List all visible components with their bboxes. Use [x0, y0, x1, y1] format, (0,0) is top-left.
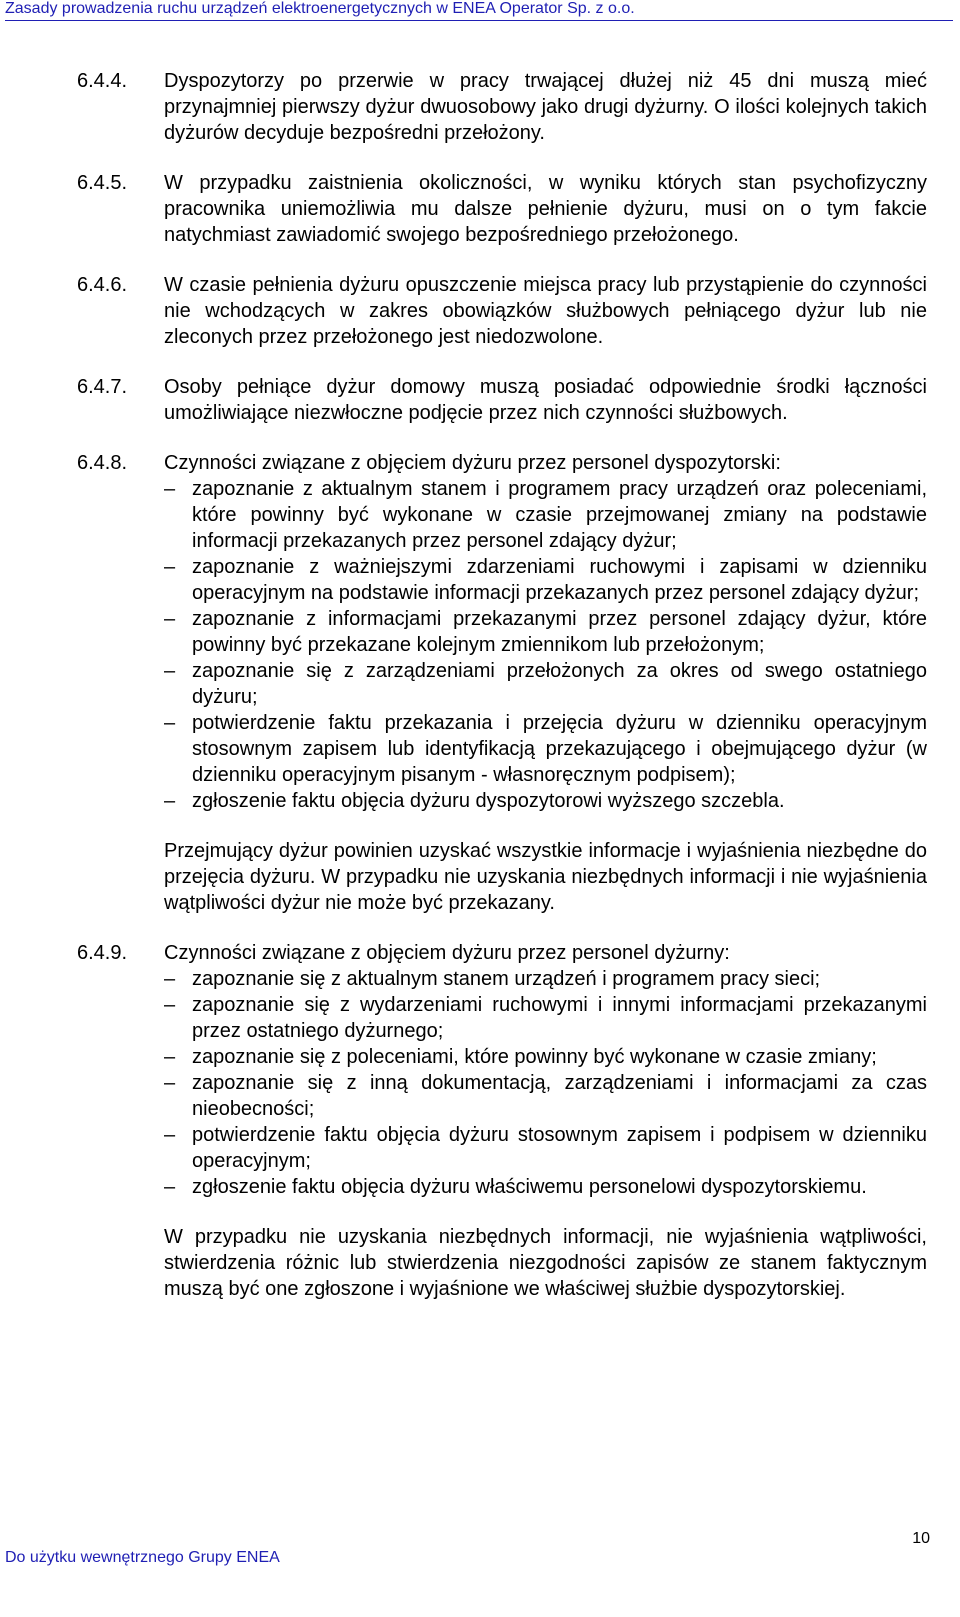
dash-marker: – — [164, 608, 176, 630]
list-item: – zapoznanie się z inną dokumentacją, zarządzeniami i informacjami za czas nieobecności; — [164, 1072, 927, 1120]
section-number: 6.4.8. — [77, 452, 128, 474]
dash-marker: – — [164, 478, 176, 500]
dash-marker: – — [164, 1046, 176, 1068]
section-6-4-4 — [0, 68, 960, 146]
header-divider — [5, 20, 953, 21]
section-text: Osoby pełniące dyżur domowy muszą posiadać odpowiednie środki łączności umożliwiające niezwłoczne podjęcie przez nich czynności służbowych. — [164, 376, 927, 424]
section-intro: Czynności związane z objęciem dyżuru przez personel dyżurny: — [164, 942, 730, 964]
section-number: 6.4.4. — [77, 70, 128, 92]
list-item: – potwierdzenie faktu objęcia dyżuru stosownym zapisem i podpisem w dzienniku operacyjnym; — [164, 1124, 927, 1172]
section-6-4-9 — [0, 940, 960, 1302]
section-6-4-5 — [0, 170, 960, 248]
dash-marker: – — [164, 1176, 176, 1198]
dash-marker: – — [164, 1124, 176, 1146]
list-item: – potwierdzenie faktu przekazania i przejęcia dyżuru w dzienniku operacyjnym stosownym zapisem lub identyfikacją przekazującego i obejmującego dyżur (w dzienniku operacyjnym pisanym - własnoręcznym podpisem); — [164, 712, 927, 786]
section-6-4-7 — [0, 374, 960, 426]
section-6-4-8 — [0, 450, 960, 916]
list-item: – zapoznanie z ważniejszymi zdarzeniami ruchowymi i zapisami w dzienniku operacyjnym na podstawie informacji przekazanych przez personel zdający dyżur; — [164, 556, 927, 604]
document-body — [0, 68, 960, 1326]
dash-marker: – — [164, 1072, 176, 1094]
section-number: 6.4.9. — [77, 942, 128, 964]
dash-marker: – — [164, 556, 176, 578]
section-text: W przypadku zaistnienia okoliczności, w wyniku których stan psychofizyczny pracownika uniemożliwia mu dalsze pełnienie dyżuru, musi on o tym fakcie natychmiast zawiadomić swojego bezpośredniego przełożonego. — [164, 172, 927, 246]
dash-marker: – — [164, 790, 176, 812]
document-header: Zasady prowadzenia ruchu urządzeń elektroenergetycznych w ENEA Operator Sp. z o.o. — [5, 0, 635, 17]
duty-list — [164, 966, 927, 1200]
section-outro: Przejmujący dyżur powinien uzyskać wszystkie informacje i wyjaśnienia niezbędne do przejęcia dyżuru. W przypadku nie uzyskania niezbędnych informacji i nie wyjaśnienia wątpliwości dyżur nie może być przekazany. — [164, 840, 927, 914]
list-item: – zapoznanie się z aktualnym stanem urządzeń i programem pracy sieci; — [164, 968, 821, 990]
list-item: – zgłoszenie faktu objęcia dyżuru właściwemu personelowi dyspozytorskiemu. — [164, 1176, 867, 1198]
list-item: – zapoznanie się z wydarzeniami ruchowymi i innymi informacjami przekazanymi przez ostatniego dyżurnego; — [164, 994, 927, 1042]
section-number: 6.4.6. — [77, 274, 128, 296]
list-item: – zapoznanie się z zarządzeniami przełożonych za okres od swego ostatniego dyżuru; — [164, 660, 927, 708]
section-outro: W przypadku nie uzyskania niezbędnych informacji, nie wyjaśnienia wątpliwości, stwierdzenia różnic lub stwierdzenia niezgodności zapisów ze stanem faktycznym muszą być one zgłoszone i wyjaśnione we właściwej służbie dyspozytorskiej. — [164, 1226, 927, 1300]
dash-marker: – — [164, 994, 176, 1016]
duty-list — [164, 476, 927, 814]
list-item: – zgłoszenie faktu objęcia dyżuru dyspozytorowi wyższego szczebla. — [164, 790, 785, 812]
dash-marker: – — [164, 968, 176, 990]
section-6-4-6 — [0, 272, 960, 350]
section-text: Dyspozytorzy po przerwie w pracy trwającej dłużej niż 45 dni muszą mieć przynajmniej pierwszy dyżur dwuosobowy jako drugi dyżurny. O ilości kolejnych takich dyżurów decyduje bezpośredni przełożony. — [164, 70, 927, 144]
page-number: 10 — [912, 1530, 930, 1547]
list-item: – zapoznanie się z poleceniami, które powinny być wykonane w czasie zmiany; — [164, 1046, 877, 1068]
section-intro: Czynności związane z objęciem dyżuru przez personel dyspozytorski: — [164, 452, 781, 474]
dash-marker: – — [164, 660, 176, 682]
document-footer: Do użytku wewnętrznego Grupy ENEA — [5, 1549, 280, 1566]
dash-marker: – — [164, 712, 176, 734]
section-number: 6.4.7. — [77, 376, 128, 398]
list-item: – zapoznanie z aktualnym stanem i programem pracy urządzeń oraz poleceniami, które powinny być wykonane w czasie przejmowanej zmiany na podstawie informacji przekazanych przez personel zdający dyżur; — [164, 478, 927, 552]
section-number: 6.4.5. — [77, 172, 128, 194]
list-item: – zapoznanie z informacjami przekazanymi przez personel zdający dyżur, które powinny być przekazane kolejnym zmiennikom lub przełożonym; — [164, 608, 927, 656]
section-text: W czasie pełnienia dyżuru opuszczenie miejsca pracy lub przystąpienie do czynności nie wchodzących w zakres obowiązków służbowych pełniącego dyżur lub nie zleconych przez przełożonego jest niedozwolone. — [164, 274, 927, 348]
